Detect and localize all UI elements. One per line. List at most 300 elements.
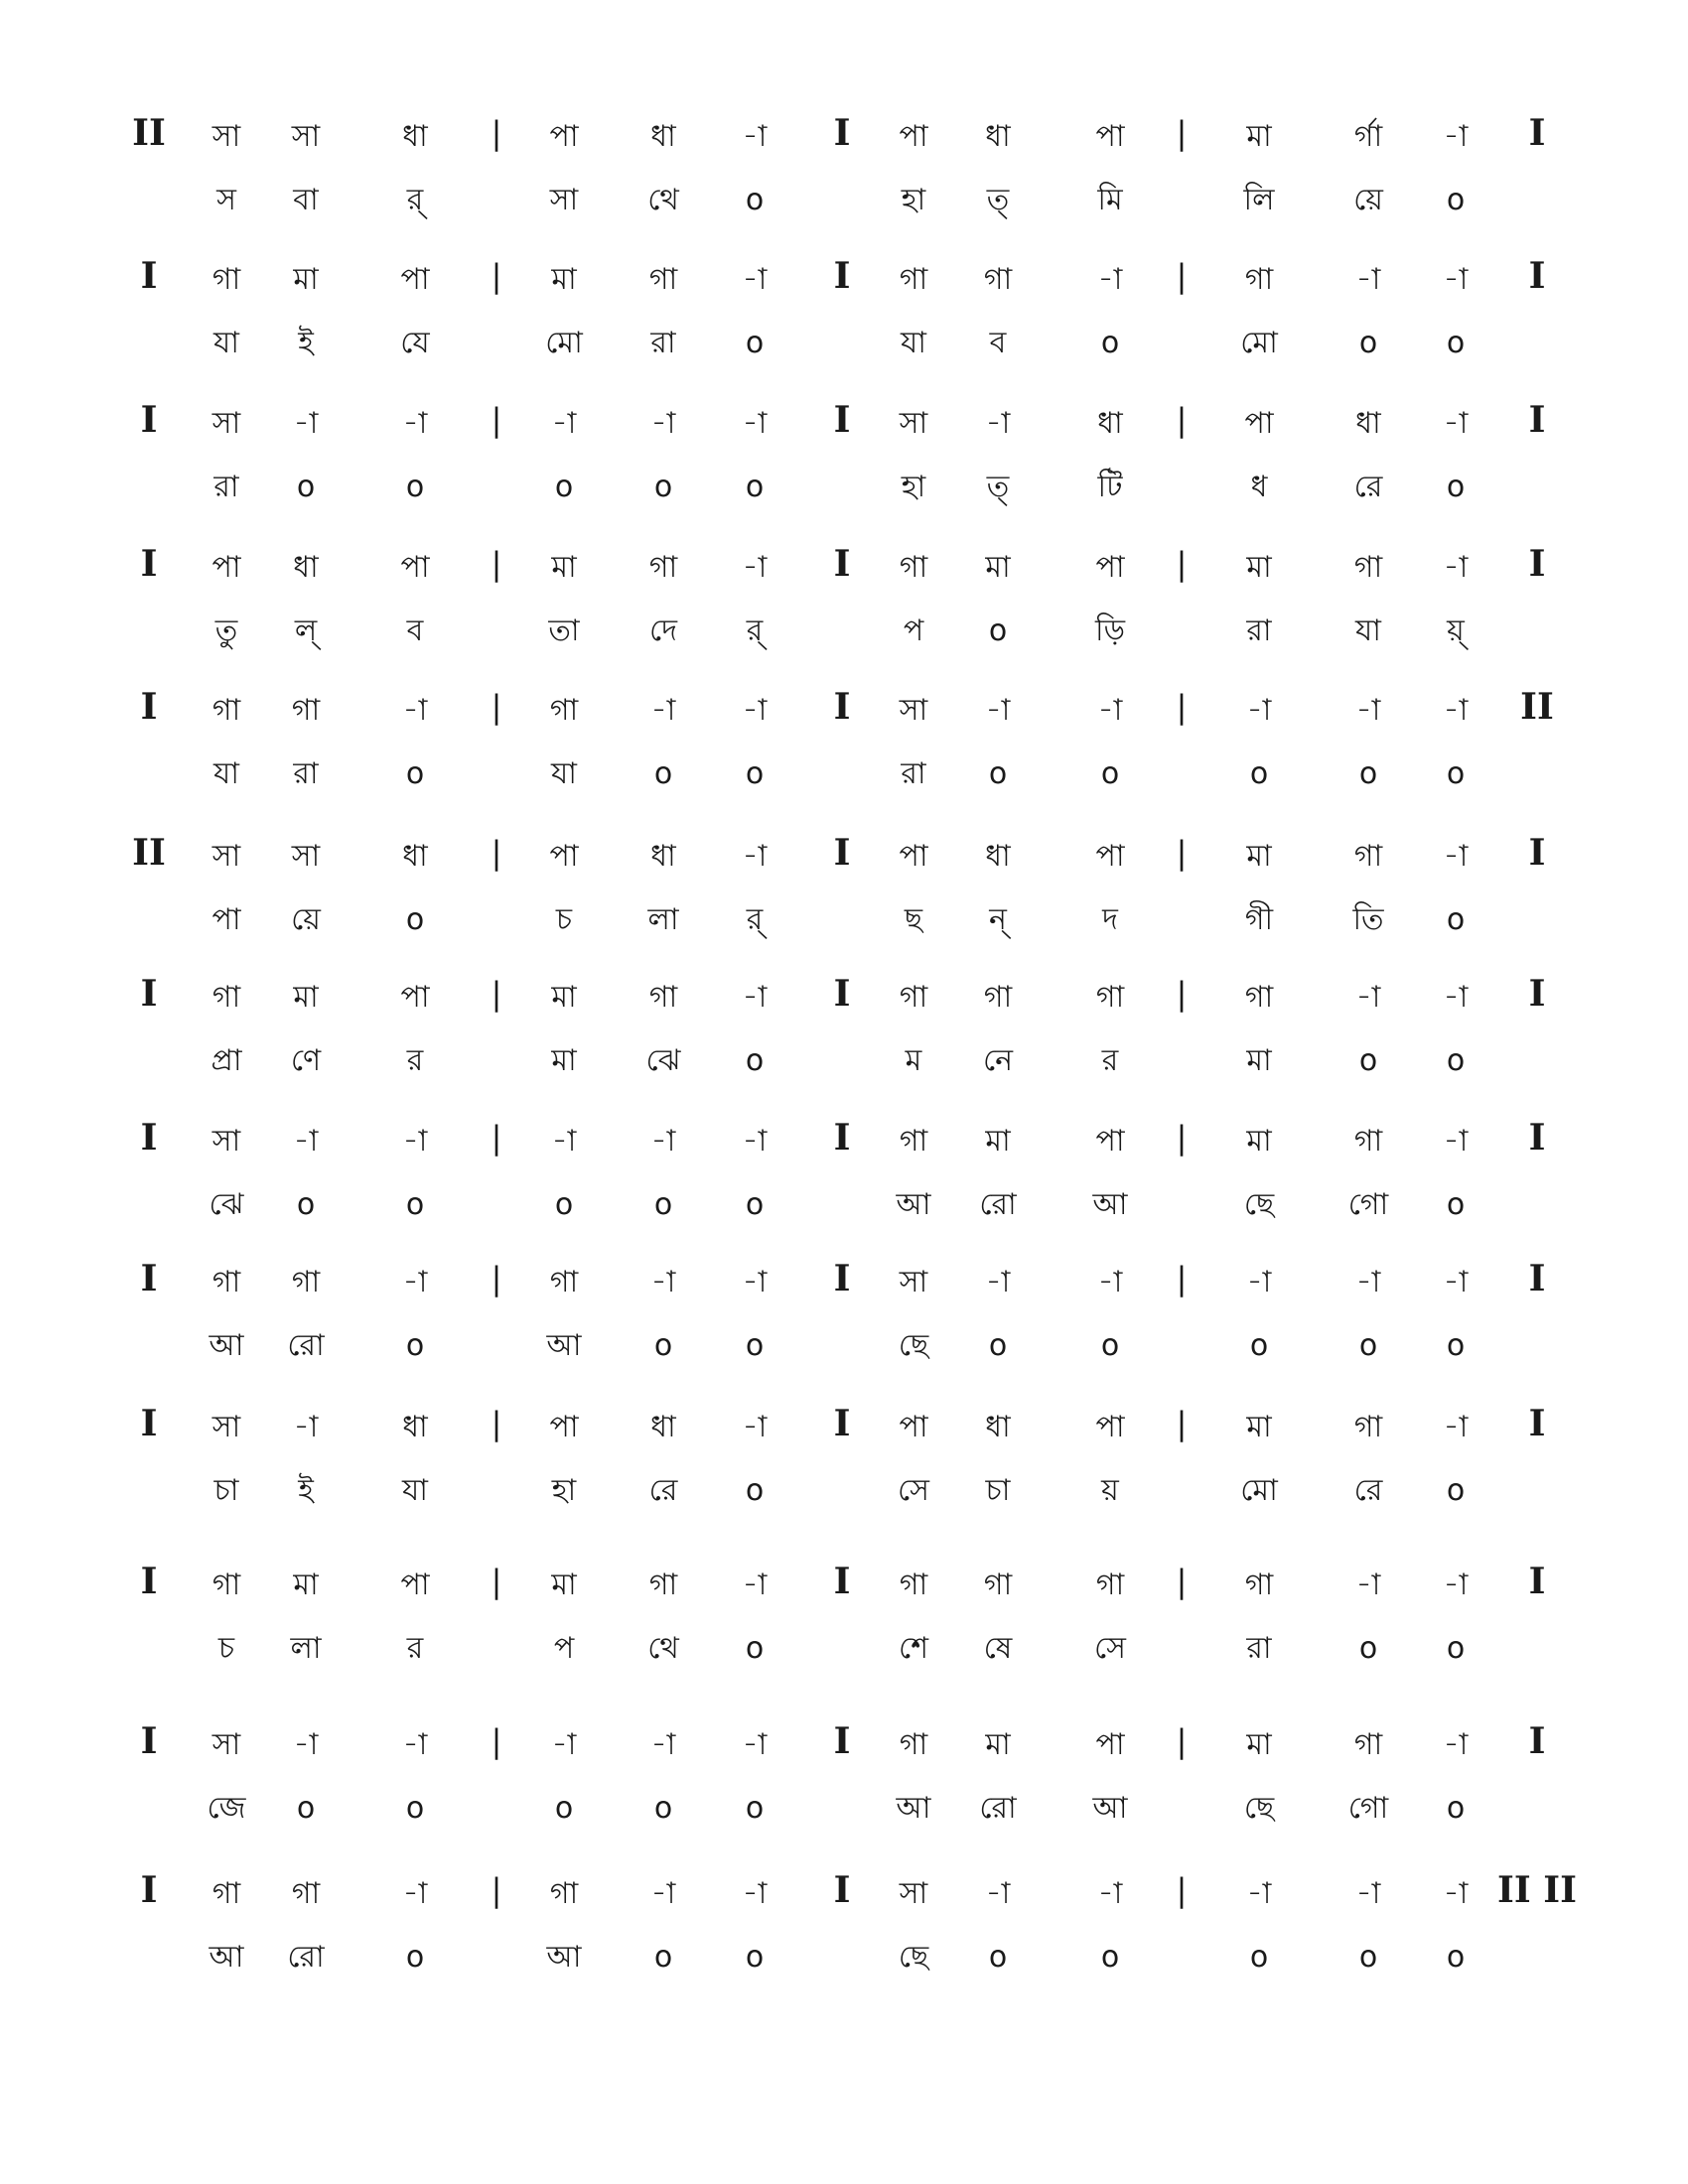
end-barline: I	[1528, 1561, 1546, 1602]
swar-note: গা	[1244, 262, 1274, 297]
swar-note: -া	[1443, 1727, 1469, 1762]
lyric-syllable: o	[745, 1631, 765, 1666]
beat-divider: |	[491, 1260, 502, 1297]
lyric-syllable: o	[1446, 1328, 1466, 1363]
swar-note: সা	[899, 406, 928, 441]
end-barline: I	[1528, 399, 1546, 441]
lyric-syllable: o	[405, 470, 425, 504]
lyric-syllable: ছে	[898, 1328, 929, 1363]
end-barline: I	[1528, 543, 1546, 585]
swar-note: গা	[291, 693, 321, 728]
lyric-syllable: র	[1101, 1043, 1119, 1078]
swar-note: -া	[742, 1876, 768, 1911]
lyric-syllable: জে	[207, 1791, 246, 1826]
swar-note: গা	[983, 262, 1013, 297]
swar-note: মা	[1246, 1727, 1272, 1762]
lyric-syllable: o	[1446, 1791, 1466, 1826]
lyric-syllable: o	[1358, 756, 1378, 791]
swar-note: -া	[402, 1876, 428, 1911]
lyric-syllable: চা	[985, 1473, 1011, 1508]
swar-note: -া	[742, 1265, 768, 1299]
end-barline: I	[1528, 973, 1546, 1015]
lyric-syllable: o	[745, 183, 765, 217]
swar-note: সা	[211, 1727, 241, 1762]
lyric-syllable: আ	[209, 1328, 244, 1363]
swar-note: -া	[742, 262, 768, 297]
beat-divider: |	[1176, 1722, 1188, 1760]
swar-note: গা	[648, 262, 678, 297]
lyric-syllable: হা	[901, 470, 926, 504]
swar-note: পা	[1095, 1410, 1125, 1444]
beat-divider: |	[491, 975, 502, 1013]
lyric-syllable: য়	[1101, 1473, 1119, 1508]
swar-note: -া	[742, 119, 768, 154]
swar-note: ধা	[650, 119, 676, 154]
lyric-syllable: রে	[1353, 1473, 1383, 1508]
lyric-syllable: সা	[549, 183, 579, 217]
swar-note: গা	[1244, 1568, 1274, 1602]
beat-divider: |	[491, 1722, 502, 1760]
start-barline: I	[140, 1403, 158, 1444]
swar-note: গা	[899, 262, 928, 297]
lyric-syllable: o	[745, 1473, 765, 1508]
lyric-syllable: স	[216, 183, 236, 217]
swar-note: -া	[1443, 406, 1469, 441]
mid-barline: I	[833, 399, 851, 441]
swar-note: পা	[549, 839, 579, 874]
swar-note: -া	[1443, 1410, 1469, 1444]
swar-note: -া	[1443, 119, 1469, 154]
lyric-syllable: যা	[213, 756, 239, 791]
swar-note: র্গা	[1353, 119, 1383, 154]
swar-note: গা	[648, 550, 678, 585]
notation-row	[0, 1561, 1688, 1695]
lyric-syllable: র	[406, 1043, 424, 1078]
lyric-syllable: রে	[1353, 470, 1383, 504]
start-barline: I	[140, 1117, 158, 1159]
swar-note: সা	[291, 119, 321, 154]
swar-note: গা	[1353, 550, 1383, 585]
lyric-syllable: গো	[1347, 1791, 1389, 1826]
swar-note: পা	[899, 119, 928, 154]
lyric-syllable: o	[405, 1187, 425, 1222]
lyric-syllable: র	[406, 1631, 424, 1666]
lyric-syllable: পা	[211, 902, 241, 937]
lyric-syllable: আ	[209, 1940, 244, 1975]
swar-note: গা	[983, 1568, 1013, 1602]
lyric-syllable: তি	[1352, 902, 1384, 937]
start-barline: I	[140, 1869, 158, 1911]
lyric-syllable: রো	[979, 1791, 1017, 1826]
swar-note: -া	[985, 1265, 1011, 1299]
swar-note: সা	[899, 693, 928, 728]
swar-note: -া	[402, 406, 428, 441]
beat-divider: |	[1176, 975, 1188, 1013]
swar-note: পা	[1095, 550, 1125, 585]
swar-note: গা	[211, 1876, 241, 1911]
swar-note: -া	[650, 1727, 676, 1762]
swar-note: গা	[211, 693, 241, 728]
swar-note: পা	[400, 262, 430, 297]
beat-divider: |	[491, 1119, 502, 1157]
swar-note: ধা	[1097, 406, 1123, 441]
swar-note: গা	[1353, 1124, 1383, 1159]
swar-note: -া	[551, 1727, 577, 1762]
swar-note: -া	[1097, 1876, 1123, 1911]
lyric-syllable: o	[653, 1940, 673, 1975]
swar-note: গা	[648, 1568, 678, 1602]
lyric-syllable: যে	[400, 326, 430, 360]
swar-note: ধা	[402, 119, 428, 154]
swar-note: গা	[1095, 980, 1125, 1015]
swar-note: -া	[742, 693, 768, 728]
swar-note: গা	[899, 550, 928, 585]
swar-note: মা	[985, 550, 1011, 585]
swar-note: ধা	[985, 839, 1011, 874]
notation-row	[0, 1403, 1688, 1537]
beat-divider: |	[1176, 1405, 1188, 1442]
lyric-syllable: o	[1358, 1631, 1378, 1666]
lyric-syllable: o	[1358, 1940, 1378, 1975]
swar-note: গা	[549, 1265, 579, 1299]
notation-row	[0, 255, 1688, 389]
lyric-syllable: রে	[648, 1473, 678, 1508]
swar-note: পা	[400, 550, 430, 585]
swar-note: -া	[1246, 1876, 1272, 1911]
beat-divider: |	[491, 257, 502, 295]
lyric-syllable: o	[1358, 326, 1378, 360]
swar-note: -া	[402, 1124, 428, 1159]
end-barline: I	[1528, 255, 1546, 297]
lyric-syllable: o	[1446, 1043, 1466, 1078]
notation-row	[0, 399, 1688, 533]
lyric-syllable: o	[405, 902, 425, 937]
lyric-syllable: o	[653, 1791, 673, 1826]
swar-note: -া	[650, 693, 676, 728]
swar-note: -া	[551, 1124, 577, 1159]
lyric-syllable: o	[1446, 1187, 1466, 1222]
lyric-syllable: ব	[406, 614, 424, 648]
swar-note: গা	[1353, 1410, 1383, 1444]
end-barline: II	[1520, 686, 1554, 728]
lyric-syllable: আ	[546, 1940, 582, 1975]
mid-barline: I	[833, 255, 851, 297]
lyric-syllable: যা	[1355, 614, 1381, 648]
lyric-syllable: রো	[287, 1940, 325, 1975]
lyric-syllable: চ	[555, 902, 573, 937]
swar-note: -া	[1097, 1265, 1123, 1299]
swar-note: -া	[985, 406, 1011, 441]
end-barline: I	[1528, 112, 1546, 154]
swar-note: সা	[211, 1124, 241, 1159]
beat-divider: |	[1176, 1119, 1188, 1157]
lyric-syllable: র্	[746, 902, 764, 937]
swar-note: -া	[293, 1727, 319, 1762]
lyric-syllable: o	[1446, 902, 1466, 937]
swar-note: -া	[742, 1410, 768, 1444]
beat-divider: |	[1176, 1563, 1188, 1600]
lyric-syllable: ঝে	[645, 1043, 681, 1078]
lyric-syllable: রা	[293, 756, 319, 791]
lyric-syllable: o	[745, 1791, 765, 1826]
lyric-syllable: যা	[213, 326, 239, 360]
swar-note: -া	[551, 406, 577, 441]
lyric-syllable: রা	[1246, 1631, 1272, 1666]
beat-divider: |	[491, 545, 502, 583]
lyric-syllable: o	[1358, 1328, 1378, 1363]
swar-note: মা	[293, 980, 319, 1015]
lyric-syllable: o	[745, 1940, 765, 1975]
lyric-syllable: ই	[298, 1473, 314, 1508]
swar-note: -া	[293, 406, 319, 441]
beat-divider: |	[1176, 257, 1188, 295]
notation-row	[0, 1869, 1688, 2003]
lyric-syllable: o	[1100, 1940, 1120, 1975]
lyric-syllable: আ	[1092, 1791, 1128, 1826]
swar-note: পা	[899, 1410, 928, 1444]
lyric-syllable: যা	[551, 756, 577, 791]
lyric-syllable: o	[1100, 326, 1120, 360]
lyric-syllable: মো	[1240, 326, 1278, 360]
mid-barline: I	[833, 1117, 851, 1159]
swar-note: গা	[211, 980, 241, 1015]
swar-note: ধা	[1355, 406, 1381, 441]
lyric-syllable: মো	[1240, 1473, 1278, 1508]
swar-note: -া	[1355, 693, 1381, 728]
lyric-syllable: o	[653, 756, 673, 791]
lyric-syllable: o	[554, 470, 574, 504]
lyric-syllable: রা	[1246, 614, 1272, 648]
start-barline: II	[132, 832, 166, 874]
swar-note: -া	[742, 1124, 768, 1159]
swar-note: -া	[742, 1568, 768, 1602]
lyric-syllable: o	[988, 1328, 1008, 1363]
mid-barline: I	[833, 832, 851, 874]
lyric-syllable: o	[554, 1187, 574, 1222]
swar-note: ধা	[402, 1410, 428, 1444]
swar-note: গা	[1353, 839, 1383, 874]
beat-divider: |	[491, 834, 502, 872]
mid-barline: I	[833, 543, 851, 585]
lyric-syllable: ন্	[989, 902, 1007, 937]
lyric-syllable: হা	[901, 183, 926, 217]
swar-note: গা	[211, 262, 241, 297]
lyric-syllable: আ	[1092, 1187, 1128, 1222]
lyric-syllable: o	[296, 1187, 316, 1222]
lyric-syllable: বা	[293, 183, 319, 217]
lyric-syllable: o	[296, 1791, 316, 1826]
lyric-syllable: প্রা	[211, 1043, 242, 1078]
swar-note: -া	[1443, 1876, 1469, 1911]
lyric-syllable: o	[1249, 756, 1269, 791]
lyric-syllable: ম	[905, 1043, 922, 1078]
lyric-syllable: o	[1446, 326, 1466, 360]
swar-note: -া	[1443, 1265, 1469, 1299]
swar-note: পা	[1095, 119, 1125, 154]
lyric-syllable: যা	[402, 1473, 428, 1508]
mid-barline: I	[833, 1561, 851, 1602]
lyric-syllable: o	[1446, 1940, 1466, 1975]
notation-row	[0, 1258, 1688, 1392]
lyric-syllable: o	[1249, 1940, 1269, 1975]
lyric-syllable: o	[296, 470, 316, 504]
swar-note: গা	[899, 1124, 928, 1159]
swar-note: সা	[211, 839, 241, 874]
swar-note: মা	[1246, 550, 1272, 585]
swar-note: পা	[549, 1410, 579, 1444]
lyric-syllable: থে	[647, 1631, 679, 1666]
start-barline: I	[140, 1258, 158, 1299]
lyric-syllable: o	[745, 756, 765, 791]
lyric-syllable: o	[405, 756, 425, 791]
lyric-syllable: রা	[650, 326, 676, 360]
swar-note: সা	[211, 406, 241, 441]
lyric-syllable: সে	[1094, 1631, 1126, 1666]
swar-note: -া	[742, 839, 768, 874]
end-barline: I	[1528, 832, 1546, 874]
swar-note: -া	[1443, 693, 1469, 728]
swar-note: -া	[1443, 1568, 1469, 1602]
swar-note: মা	[1246, 1124, 1272, 1159]
start-barline: II	[132, 112, 166, 154]
swar-note: -া	[1355, 980, 1381, 1015]
mid-barline: I	[833, 1869, 851, 1911]
lyric-syllable: লা	[290, 1631, 322, 1666]
swar-note: গা	[899, 1727, 928, 1762]
lyric-syllable: যা	[901, 326, 926, 360]
lyric-syllable: চা	[213, 1473, 239, 1508]
lyric-syllable: ছে	[1243, 1791, 1275, 1826]
mid-barline: I	[833, 1720, 851, 1762]
lyric-syllable: রো	[979, 1187, 1017, 1222]
lyric-syllable: শে	[899, 1631, 928, 1666]
end-barline: I	[1528, 1720, 1546, 1762]
swar-note: -া	[293, 1410, 319, 1444]
start-barline: I	[140, 686, 158, 728]
swar-note: -া	[1355, 1568, 1381, 1602]
beat-divider: |	[1176, 688, 1188, 726]
swar-note: পা	[1095, 1727, 1125, 1762]
swar-note: গা	[648, 980, 678, 1015]
lyric-syllable: o	[554, 1791, 574, 1826]
swar-note: -া	[1355, 262, 1381, 297]
lyric-syllable: o	[405, 1940, 425, 1975]
lyric-syllable: o	[745, 1328, 765, 1363]
lyric-syllable: তু	[214, 614, 238, 648]
notation-row	[0, 832, 1688, 966]
swar-note: পা	[400, 1568, 430, 1602]
lyric-syllable: o	[653, 1328, 673, 1363]
swar-note: গা	[899, 1568, 928, 1602]
swar-note: -া	[1443, 550, 1469, 585]
swar-note: ধা	[293, 550, 319, 585]
swar-note: সা	[899, 1876, 928, 1911]
swar-note: -া	[293, 1124, 319, 1159]
lyric-syllable: ত্	[986, 183, 1010, 217]
swar-note: গা	[1244, 980, 1274, 1015]
swar-note: মা	[1246, 1410, 1272, 1444]
beat-divider: |	[1176, 1260, 1188, 1297]
swar-note: পা	[400, 980, 430, 1015]
swar-note: -া	[985, 693, 1011, 728]
swar-note: সা	[211, 119, 241, 154]
swar-note: -া	[1246, 1265, 1272, 1299]
lyric-syllable: য়ে	[291, 902, 321, 937]
lyric-syllable: চ	[217, 1631, 235, 1666]
swar-note: মা	[551, 980, 577, 1015]
end-barline: I	[1528, 1403, 1546, 1444]
lyric-syllable: ঝে	[209, 1187, 244, 1222]
swar-note: পা	[899, 839, 928, 874]
notation-row	[0, 112, 1688, 246]
lyric-syllable: o	[988, 614, 1008, 648]
lyric-syllable: দে	[649, 614, 677, 648]
swar-note: মা	[551, 1568, 577, 1602]
swar-note: গা	[1353, 1727, 1383, 1762]
swar-note: পা	[549, 119, 579, 154]
end-barline: II II	[1497, 1869, 1577, 1911]
notation-row	[0, 1117, 1688, 1251]
lyric-syllable: য়ে	[1353, 183, 1383, 217]
lyric-syllable: লি	[1243, 183, 1275, 217]
start-barline: I	[140, 399, 158, 441]
beat-divider: |	[491, 1871, 502, 1909]
swar-note: সা	[211, 1410, 241, 1444]
notation-row	[0, 543, 1688, 677]
swar-note: মা	[1246, 839, 1272, 874]
lyric-syllable: ল্	[294, 614, 318, 648]
swar-note: -া	[650, 1876, 676, 1911]
lyric-syllable: ষে	[983, 1631, 1013, 1666]
beat-divider: |	[491, 1405, 502, 1442]
lyric-syllable: র্	[406, 183, 424, 217]
swar-note: ধা	[985, 1410, 1011, 1444]
mid-barline: I	[833, 112, 851, 154]
swar-note: -া	[650, 1265, 676, 1299]
lyric-syllable: তা	[548, 614, 580, 648]
swar-note: -া	[1097, 262, 1123, 297]
lyric-syllable: o	[1358, 1043, 1378, 1078]
end-barline: I	[1528, 1258, 1546, 1299]
swar-note: গা	[291, 1876, 321, 1911]
lyric-syllable: o	[745, 1187, 765, 1222]
swar-note: -া	[1355, 1876, 1381, 1911]
swar-note: -া	[742, 550, 768, 585]
lyric-syllable: o	[745, 1043, 765, 1078]
lyric-syllable: গো	[1347, 1187, 1389, 1222]
lyric-syllable: আ	[896, 1187, 931, 1222]
swar-note: -া	[402, 693, 428, 728]
lyric-syllable: দ	[1102, 902, 1118, 937]
notation-row	[0, 973, 1688, 1107]
swar-note: মা	[551, 262, 577, 297]
lyric-syllable: ড়ি	[1094, 614, 1126, 648]
swar-note: -া	[1443, 262, 1469, 297]
swar-note: সা	[291, 839, 321, 874]
swar-note: -া	[742, 1727, 768, 1762]
mid-barline: I	[833, 1258, 851, 1299]
swar-note: -া	[650, 1124, 676, 1159]
swar-note: মা	[1246, 119, 1272, 154]
lyric-syllable: থে	[647, 183, 679, 217]
swar-note: গা	[291, 1265, 321, 1299]
lyric-syllable: o	[1446, 1631, 1466, 1666]
lyric-syllable: ছে	[898, 1940, 929, 1975]
lyric-syllable: আ	[896, 1791, 931, 1826]
lyric-syllable: মা	[1246, 1043, 1272, 1078]
swar-note: ধা	[650, 1410, 676, 1444]
swar-note: গা	[549, 693, 579, 728]
